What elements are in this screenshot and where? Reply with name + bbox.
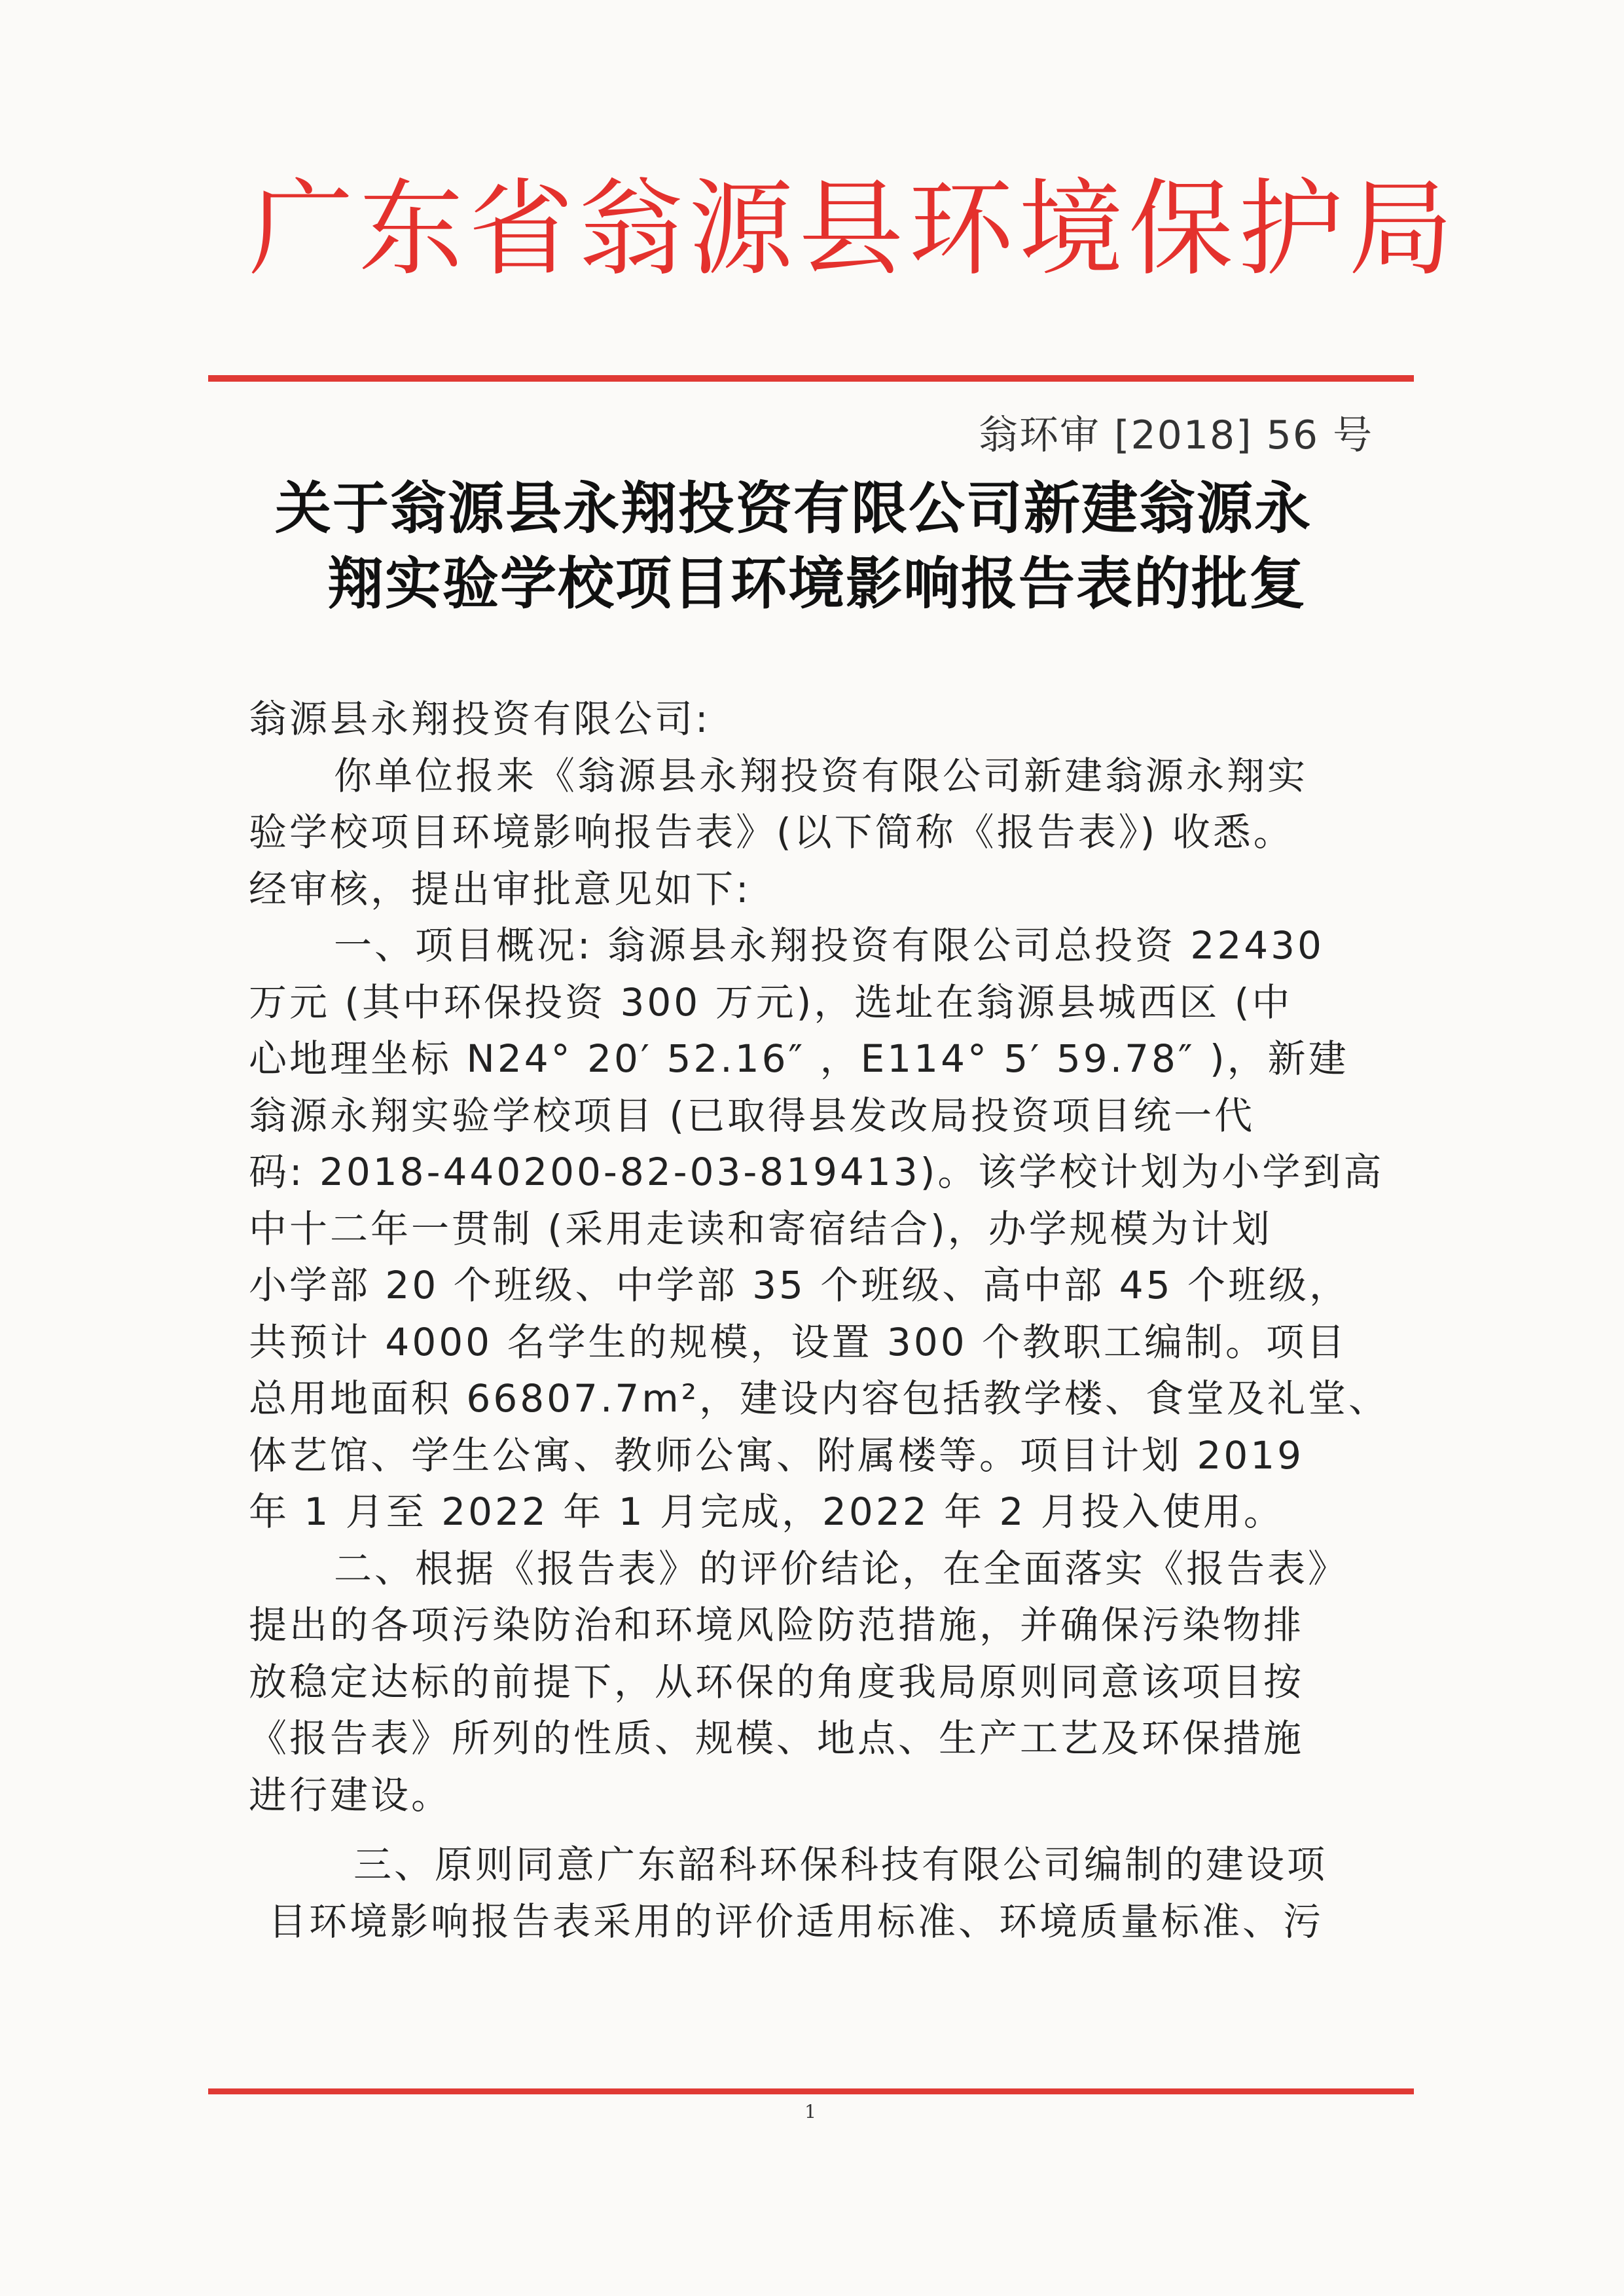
paragraph-intro <box>249 748 1375 918</box>
paragraph-line: 年 1 月至 2022 年 1 月完成，2022 年 2 月投入使用。 <box>249 1489 1284 1534</box>
paragraph-line: 心地理坐标 N24° 20′ 52.16″ ，E114° 5′ 59.78″ )，新建 <box>249 1036 1349 1081</box>
paragraph-line: 三、原则同意广东韶科环保科技有限公司编制的建设项 <box>353 1842 1328 1887</box>
paragraph-line: 小学部 20 个班级、中学部 35 个班级、高中部 45 个班级， <box>249 1263 1350 1307</box>
paragraph-line: 翁源永翔实验学校项目 (已取得县发改局投资项目统一代 <box>249 1093 1255 1138</box>
footer-red-rule <box>208 2088 1414 2094</box>
paragraph-line: 体艺馆、学生公寓、教师公寓、附属楼等。项目计划 2019 <box>249 1432 1305 1478</box>
paragraph-line: 验学校项目环境影响报告表》(以下简称《报告表》) 收悉。 <box>249 810 1294 854</box>
header-red-rule <box>208 375 1414 382</box>
paragraph-line: 一、项目概况: 翁源县永翔投资有限公司总投资 22430 <box>334 923 1324 968</box>
agency-header-title: 广东省翁源县环境保护局 <box>249 168 1459 290</box>
paragraph-line: 共预计 4000 名学生的规模，设置 300 个教职工编制。项目 <box>249 1319 1348 1364</box>
paragraph-line: 中十二年一贯制 (采用走读和寄宿结合)，办学规模为计划 <box>249 1206 1272 1251</box>
salutation: 翁源县永翔投资有限公司: <box>249 697 711 741</box>
paragraph-project-overview <box>249 917 1390 1540</box>
paragraph-line: 放稳定达标的前提下，从环保的角度我局原则同意该项目按 <box>249 1659 1305 1704</box>
paragraph-line: 二、根据《报告表》的评价结论，在全面落实《报告表》 <box>334 1546 1349 1591</box>
paragraph-spacer <box>249 1823 1375 1836</box>
document-body <box>249 691 1390 1950</box>
paragraph-line: 提出的各项污染防治和环境风险防范措施，并确保污染物排 <box>249 1603 1305 1647</box>
document-title <box>275 471 1388 622</box>
title-line-1: 关于翁源县永翔投资有限公司新建翁源永 <box>275 476 1312 541</box>
paragraph-line: 万元 (其中环保投资 300 万元)，选址在翁源县城西区 (中 <box>249 979 1293 1025</box>
paragraph-line: 码: 2018-440200-82-03-819413)。该学校计划为小学到高 <box>249 1150 1384 1194</box>
page-number: 1 <box>804 2101 816 2123</box>
paragraph-standards <box>249 1836 1375 1950</box>
paragraph-line: 《报告表》所列的性质、规模、地点、生产工艺及环保措施 <box>249 1716 1305 1760</box>
paragraph-line: 进行建设。 <box>249 1772 452 1817</box>
paragraph-line: 总用地面积 66807.7m²，建设内容包括教学楼、食堂及礼堂、 <box>249 1376 1390 1421</box>
paragraph-line: 目环境影响报告表采用的评价适用标准、环境质量标准、污 <box>268 1899 1324 1944</box>
title-line-2: 翔实验学校项目环境影响报告表的批复 <box>327 551 1307 617</box>
document-number: 翁环审 [2018] 56 号 <box>979 412 1374 458</box>
paragraph-evaluation-conclusion <box>249 1540 1375 1824</box>
paragraph-line: 经审核，提出审批意见如下: <box>249 866 751 911</box>
paragraph-line: 你单位报来《翁源县永翔投资有限公司新建翁源永翔实 <box>334 753 1308 798</box>
